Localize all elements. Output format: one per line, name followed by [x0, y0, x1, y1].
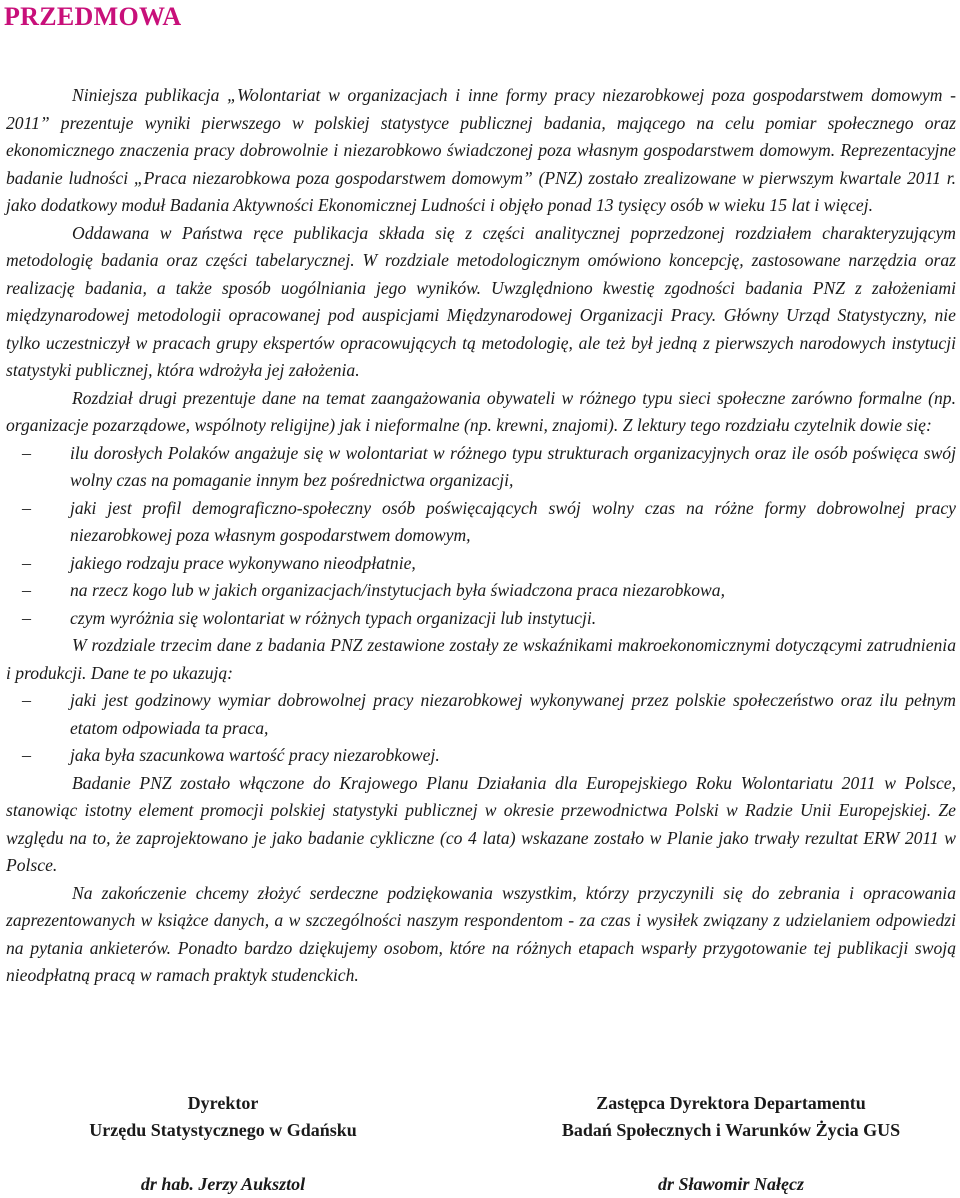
preface-body: [6, 82, 956, 990]
list-item-text: jakiego rodzaju prace wykonywano nieodpłatnie,: [70, 552, 416, 573]
list-item: [6, 742, 956, 770]
list-dash: –: [22, 745, 31, 765]
list-dash: –: [22, 442, 31, 463]
chapter-two-list: [6, 440, 956, 633]
signatory-name: dr hab. Jerzy Auksztol: [140, 1174, 306, 1194]
list-item-text: jaki jest profil demograficzno-społeczny osób poświęcających swój wolny czas na różne formy dobrowolnej pracy niezarobkowej poza własnym gospodarstwem domowym,: [70, 497, 956, 545]
list-dash: –: [22, 552, 31, 573]
list-dash: –: [22, 607, 31, 628]
paragraph-intro: Niniejsza publikacja „Wolontariat w organizacjach i inne formy pracy niezarobkowej poza gospodarstwem domowym - 2011” prezentuje wyniki pierwszego w polskiej statystyce publicznej badania, mającego na celu pomiar społecznego oraz ekonomicznego znaczenia pracy dobrowolnie i niezarobkowo świadczonej poza własnym gospodarstwem domowym. Reprezentacyjne badanie ludności „Praca niezarobkowa poza gospodarstwem domowym” (PNZ) zostało zrealizowane w pierwszym kwartale 2011 r. jako dodatkowy moduł Badania Aktywności Ekonomicznej Ludności i objęło ponad 13 tysięcy osób w wieku 15 lat i więcej.: [6, 85, 956, 215]
signature-block-left: [50, 1090, 396, 1198]
paragraph-chapter-two: Rozdział drugi prezentuje dane na temat zaangażowania obywateli w różnego typu sieci społeczne zarówno formalne (np. organizacje pozarządowe, wspólnoty religijne) jak i nieformalne (np. krewni, znajomi). Z lektury tego rozdziału czytelnik dowie się:: [6, 387, 956, 435]
list-item-text: na rzecz kogo lub w jakich organizacjach/instytucjach była świadczona praca niezarobkowa,: [70, 580, 725, 600]
paragraph-acknowledgements: Na zakończenie chcemy złożyć serdeczne podziękowania wszystkim, którzy przyczynili się do zebrania i opracowania zaprezentowanych w książce danych, a w szczególności naszym respondentom - za czas i wysiłek związany z udzielaniem odpowiedzi na pytania ankieterów. Ponadto bardzo dziękujemy osobom, które na różnych etapach wsparły przygotowanie tej publikacji swoją nieodpłatną pracą w ramach praktyk studenckich.: [6, 882, 956, 985]
paragraph-chapter-three: W rozdziale trzecim dane z badania PNZ zestawione zostały ze wskaźnikami makroekonomicznymi dotyczącymi zatrudnienia i produkcji. Dane te po ukazują:: [6, 635, 956, 683]
list-dash: –: [22, 497, 31, 518]
list-dash: –: [22, 580, 31, 600]
list-item-text: czym wyróżnia się wolontariat w różnych typach organizacji lub instytucji.: [70, 607, 597, 628]
list-dash: –: [22, 690, 31, 710]
list-item: [6, 687, 956, 742]
signature-institution: Badań Społecznych i Warunków Życia GUS: [561, 1120, 901, 1140]
list-item: [6, 605, 956, 633]
list-item: [6, 577, 956, 605]
list-item-text: ilu dorosłych Polaków angażuje się w wolontariat w różnego typu strukturach organizacyjnych oraz ile osób poświęca swój wolny czas na pomaganie innym bez pośrednictwa organizacji,: [70, 442, 956, 490]
signature-title: Zastępca Dyrektora Departamentu: [596, 1093, 866, 1113]
list-item: [6, 550, 956, 578]
chapter-three-list: [6, 687, 956, 770]
list-item-text: jaki jest godzinowy wymiar dobrowolnej pracy niezarobkowej wykonywanej przez polskie społeczeństwo oraz ilu pełnym etatom odpowiada ta praca,: [70, 690, 956, 738]
paragraph-plan: Badanie PNZ zostało włączone do Krajowego Planu Działania dla Europejskiego Roku Wolontariatu 2011 w Polsce, stanowiąc istotny element promocji polskiej statystyki publicznej w okresie przewodnictwa Polski w Radzie Unii Europejskiej. Ze względu na to, że zaprojektowano je jako badanie cykliczne (co 4 lata) wskazane zostało w Planie jako trwały rezultat ERW 2011 w Polsce.: [6, 772, 956, 875]
signature-title: Dyrektor: [187, 1093, 259, 1113]
list-item-text: jaka była szacunkowa wartość pracy niezarobkowej.: [70, 745, 440, 765]
list-item: [6, 495, 956, 550]
paragraph-structure: Oddawana w Państwa ręce publikacja składa się z części analitycznej poprzedzonej rozdziałem charakteryzującym metodologię badania oraz części tabelarycznej. W rozdziale metodologicznym omówiono koncepcję, zastosowane narzędzia oraz realizację badania, a także sposób uogólniania jego wyników. Uwzględniono kwestię zgodności badania PNZ z założeniami międzynarodowej metodologii opracowanej pod auspicjami Międzynarodowej Organizacji Pracy. Główny Urząd Statystyczny, nie tylko uczestniczył w pracach grupy ekspertów opracowujących tą metodologię, ale też był jedną z pierwszych narodowych instytucji statystyki publicznej, która wdrożyła jej założenia.: [6, 222, 956, 380]
signatory-name: dr Sławomir Nałęcz: [657, 1174, 804, 1194]
page-title: PRZEDMOWA: [4, 2, 182, 31]
list-item: [6, 440, 956, 495]
signature-block-right: [526, 1090, 936, 1198]
signature-institution: Urzędu Statystycznego w Gdańsku: [89, 1120, 357, 1140]
